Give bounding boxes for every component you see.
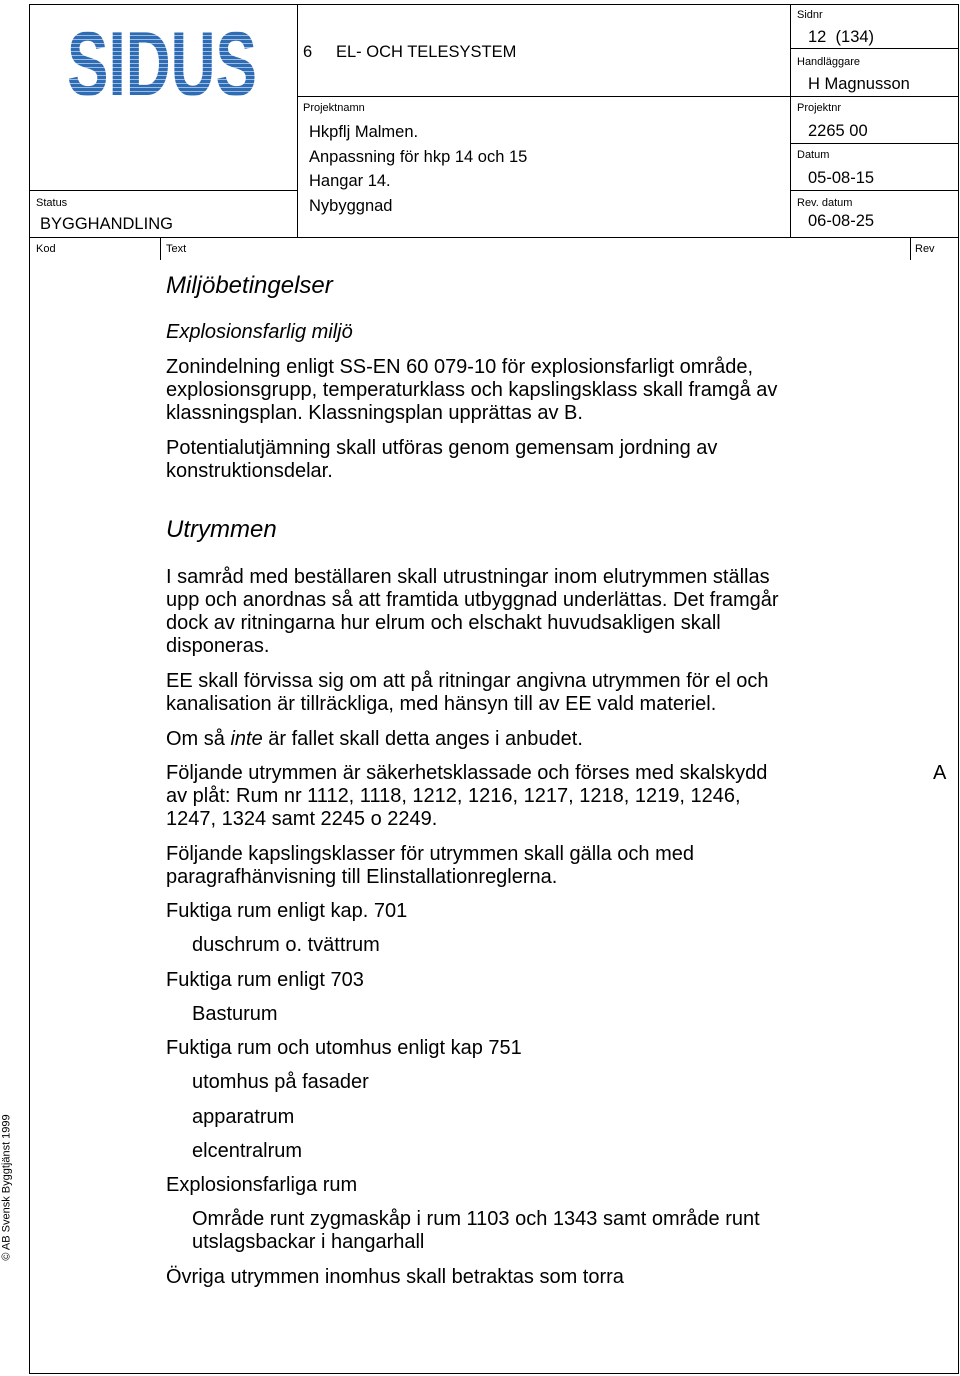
status-value: BYGGHANDLING: [40, 215, 173, 233]
header-divider: [790, 143, 959, 144]
date-label: Datum: [797, 149, 830, 161]
header-divider: [297, 96, 959, 97]
enclosure-class-item: elcentralrum: [192, 1140, 303, 1162]
paragraph-line: dock av ritningarna hur elrum och elschakt huvudsakligen skall: [166, 612, 721, 634]
paragraph-line: I samråd med beställaren skall utrustningar inom elutrymmen ställas: [166, 566, 770, 588]
enclosure-class-title: Fuktiga rum enligt kap. 701: [166, 900, 408, 922]
paragraph-text: är fallet skall detta anges i anbudet.: [262, 728, 583, 750]
handler-label: Handläggare: [797, 56, 860, 68]
project-number-label: Projektnr: [797, 102, 842, 114]
paragraph-line: upp och anordnas så att framtida utbyggnad underlättas. Det framgår: [166, 589, 779, 611]
chapter-title: EL- OCH TELESYSTEM: [336, 43, 517, 61]
paragraph-equipotential: [166, 437, 717, 483]
enclosure-class-item: apparatrum: [192, 1106, 295, 1128]
subsection-heading: Explosionsfarlig miljö: [166, 321, 353, 343]
enclosure-class-title: Fuktiga rum enligt 703: [166, 969, 364, 991]
emphasis-text: inte: [230, 728, 263, 750]
paragraph-line: konstruktionsdelar.: [166, 460, 333, 482]
paragraph-line: Följande utrymmen är säkerhetsklassade och förses med skalskydd: [166, 762, 768, 784]
paragraph-enclosure: [166, 843, 694, 889]
page-number-value: 12 (134): [808, 28, 875, 46]
header-bottom-rule: [29, 237, 959, 238]
section-heading: Miljöbetingelser: [166, 272, 333, 299]
paragraph-line: Zonindelning enligt SS-EN 60 079-10 för explosionsfarligt område,: [166, 356, 754, 378]
page-number-label: Sidnr: [797, 9, 823, 21]
project-name-line: Hkpflj Malmen.: [309, 123, 419, 141]
enclosure-class-item: Område runt zygmaskåp i rum 1103 och 1343 samt område runt utslagsbackar i hangarhall: [192, 1208, 760, 1253]
project-name-line: Hangar 14.: [309, 172, 391, 191]
paragraph-line: av plåt: Rum nr 1112, 1118, 1212, 1216, 1217, 1218, 1219, 1246,: [166, 785, 741, 807]
column-header-rev: Rev: [915, 243, 935, 255]
paragraph-consultation: [166, 566, 779, 658]
chapter-number: 6: [303, 43, 313, 61]
column-header-text: Text: [166, 243, 187, 255]
project-name-line: Anpassning för hkp 14 och 15: [309, 147, 528, 166]
enclosure-class-item: utomhus på fasader: [192, 1071, 369, 1093]
header-divider: [790, 190, 959, 191]
enclosure-class-item: duschrum o. tvättrum: [192, 934, 380, 956]
revision-marker: A: [933, 762, 947, 784]
status-label: Status: [36, 197, 68, 209]
handler-value: H Magnusson: [808, 75, 910, 93]
project-name-line: Nybyggnad: [309, 196, 393, 215]
sidus-logo: [64, 27, 260, 99]
paragraph-otherwise: [166, 728, 583, 751]
paragraph-line: Följande kapslingsklasser för utrymmen skall gälla och med: [166, 843, 695, 865]
column-divider: [160, 237, 161, 260]
revision-date-value: 06-08-25: [808, 212, 875, 230]
paragraph-line: klassningsplan. Klassningsplan upprättas av B.: [166, 402, 583, 424]
revision-date-label: Rev. datum: [797, 197, 853, 209]
paragraph-line: Potentialutjämning skall utföras genom gemensam jordning av: [166, 437, 718, 459]
enclosure-class-title: Explosionsfarliga rum: [166, 1174, 358, 1196]
logo-stripes: [64, 27, 260, 99]
project-name: [309, 120, 527, 218]
paragraph-security: [166, 762, 767, 831]
section-heading: Utrymmen: [166, 516, 277, 543]
header-divider: [297, 4, 298, 237]
paragraph-line: paragrafhänvisning till Elinstallationreglerna.: [166, 866, 558, 888]
paragraph-line: disponeras.: [166, 635, 270, 657]
paragraph-line: kanalisation är tillräckliga, med hänsyn till av EE vald materiel.: [166, 693, 717, 715]
header-divider: [790, 48, 959, 49]
paragraph-line: EE skall förvissa sig om att på ritningar angivna utrymmen för el och: [166, 670, 769, 692]
paragraph-line: 1247, 1324 samt 2245 o 2249.: [166, 808, 438, 830]
project-number-value: 2265 00: [808, 122, 868, 140]
paragraph-zoning: [166, 356, 777, 425]
column-header-code: Kod: [36, 243, 56, 255]
paragraph-dry: Övriga utrymmen inomhus skall betraktas som torra: [166, 1266, 624, 1288]
copyright-notice: © AB Svensk Byggtjänst 1999: [0, 1114, 13, 1261]
paragraph-line: explosionsgrupp, temperaturklass och kapslingsklass skall framgå av: [166, 379, 778, 401]
enclosure-class-title: Fuktiga rum och utomhus enligt kap 751: [166, 1037, 522, 1059]
paragraph-text: Om så: [166, 728, 231, 750]
date-value: 05-08-15: [808, 169, 875, 187]
paragraph-ee-verify: [166, 670, 768, 716]
project-name-label: Projektnamn: [303, 102, 365, 114]
column-divider: [910, 237, 911, 260]
header-divider: [790, 4, 791, 237]
enclosure-class-item: Basturum: [192, 1003, 278, 1025]
header-divider: [29, 190, 297, 191]
